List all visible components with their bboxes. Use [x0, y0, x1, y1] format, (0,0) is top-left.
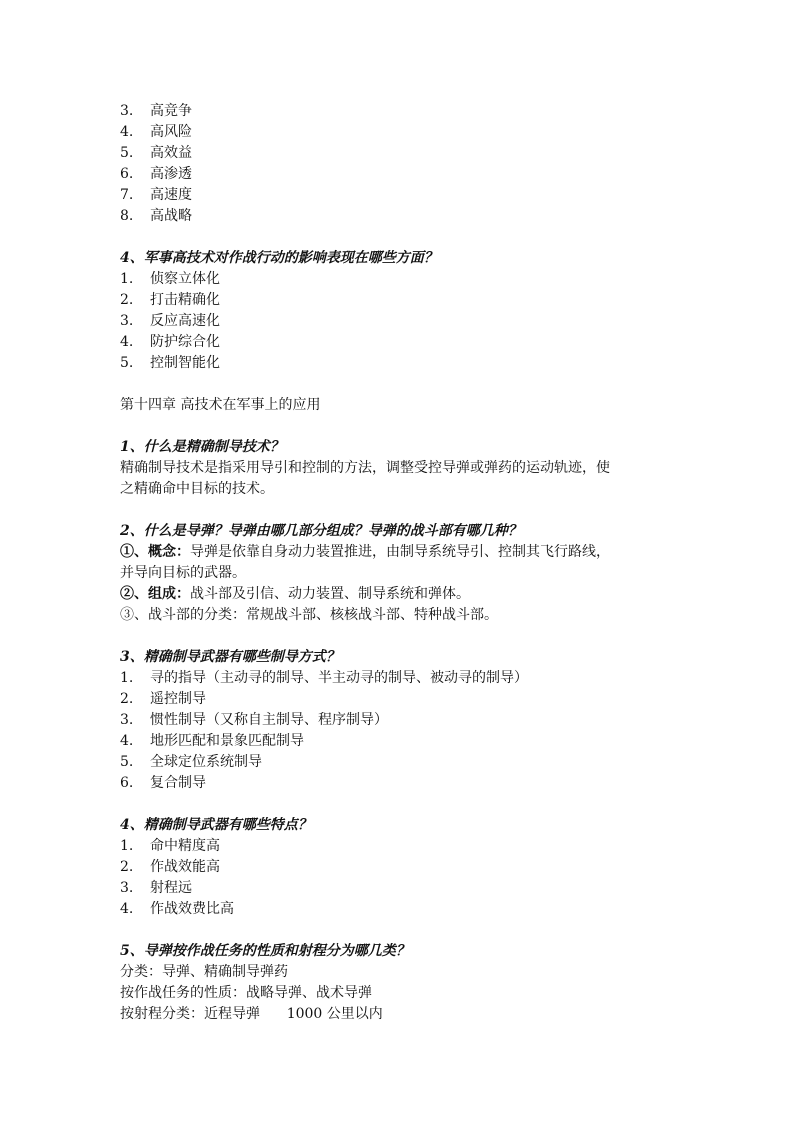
list-item: 6. 高渗透: [120, 166, 192, 182]
question-block-4a: [120, 248, 680, 374]
question-block-4b: [120, 815, 680, 920]
list-item: 3. 射程远: [120, 880, 192, 896]
list-item: 2. 遥控制导: [120, 691, 206, 707]
list-item: 3. 惯性制导（又称自主制导、程序制导）: [120, 712, 388, 728]
spacer: [120, 626, 680, 647]
question-block-2: [120, 521, 680, 626]
spacer: [120, 500, 680, 521]
answer-text: 按作战任务的性质：战略导弹、战术导弹: [120, 985, 372, 1001]
list-item: 4. 作战效费比高: [120, 901, 234, 917]
spacer: [120, 794, 680, 815]
question-title: 3、精确制导武器有哪些制导方式？: [120, 649, 340, 665]
answer-text: 分类：导弹、精确制导弹药: [120, 964, 288, 980]
list-item: 7. 高速度: [120, 187, 192, 203]
list-item: 1. 侦察立体化: [120, 271, 220, 287]
list-item: 3. 高竞争: [120, 103, 192, 119]
question-title: 4、精确制导武器有哪些特点？: [120, 817, 312, 833]
spacer: [120, 920, 680, 941]
concept-label: ①、概念：: [120, 544, 190, 560]
list-item: 3. 反应高速化: [120, 313, 220, 329]
answer-text: ①、概念：导弹是依靠自身动力装置推进，由制导系统导引、控制其飞行路线，: [120, 544, 610, 560]
list-item: 1. 寻的指导（主动寻的制导、半主动寻的制导、被动寻的制导）: [120, 670, 528, 686]
answer-text: 按射程分类：近程导弹 1000 公里以内: [120, 1006, 383, 1022]
answer-text: ②、组成：战斗部及引信、动力装置、制导系统和弹体。: [120, 586, 470, 602]
list-item: 4. 防护综合化: [120, 334, 220, 350]
list-item: 2. 作战效能高: [120, 859, 220, 875]
spacer: [120, 227, 680, 248]
document-page: [120, 101, 680, 1025]
list-item: 6. 复合制导: [120, 775, 206, 791]
list-item: 4. 地形匹配和景象匹配制导: [120, 733, 304, 749]
list-item: 8. 高战略: [120, 208, 192, 224]
list-item: 5. 控制智能化: [120, 355, 220, 371]
question-title: 5、导弹按作战任务的性质和射程分为哪几类？: [120, 943, 410, 959]
question-block-3: [120, 647, 680, 794]
answer-text: 并导向目标的武器。: [120, 565, 246, 581]
spacer: [120, 416, 680, 437]
list-item: 5. 高效益: [120, 145, 192, 161]
question-block-5: [120, 941, 680, 1025]
chapter-heading: 第十四章 高技术在军事上的应用: [120, 397, 321, 413]
spacer: [120, 374, 680, 395]
list-block-1: [120, 101, 680, 227]
answer-text: 精确制导技术是指采用导引和控制的方法，调整受控导弹或弹药的运动轨迹，使: [120, 460, 610, 476]
question-block-1: [120, 437, 680, 500]
question-title: 2、什么是导弹？导弹由哪几部分组成？导弹的战斗部有哪几种？: [120, 523, 522, 539]
composition-label: ②、组成：: [120, 586, 190, 602]
answer-text: 之精确命中目标的技术。: [120, 481, 274, 497]
list-item: 5. 全球定位系统制导: [120, 754, 262, 770]
question-title: 1、什么是精确制导技术？: [120, 439, 284, 455]
list-item: 4. 高风险: [120, 124, 192, 140]
list-item: 1. 命中精度高: [120, 838, 220, 854]
answer-text: ③、战斗部的分类：常规战斗部、核核战斗部、特种战斗部。: [120, 607, 498, 623]
list-item: 2. 打击精确化: [120, 292, 220, 308]
question-title: 4、军事高技术对作战行动的影响表现在哪些方面？: [120, 250, 438, 266]
